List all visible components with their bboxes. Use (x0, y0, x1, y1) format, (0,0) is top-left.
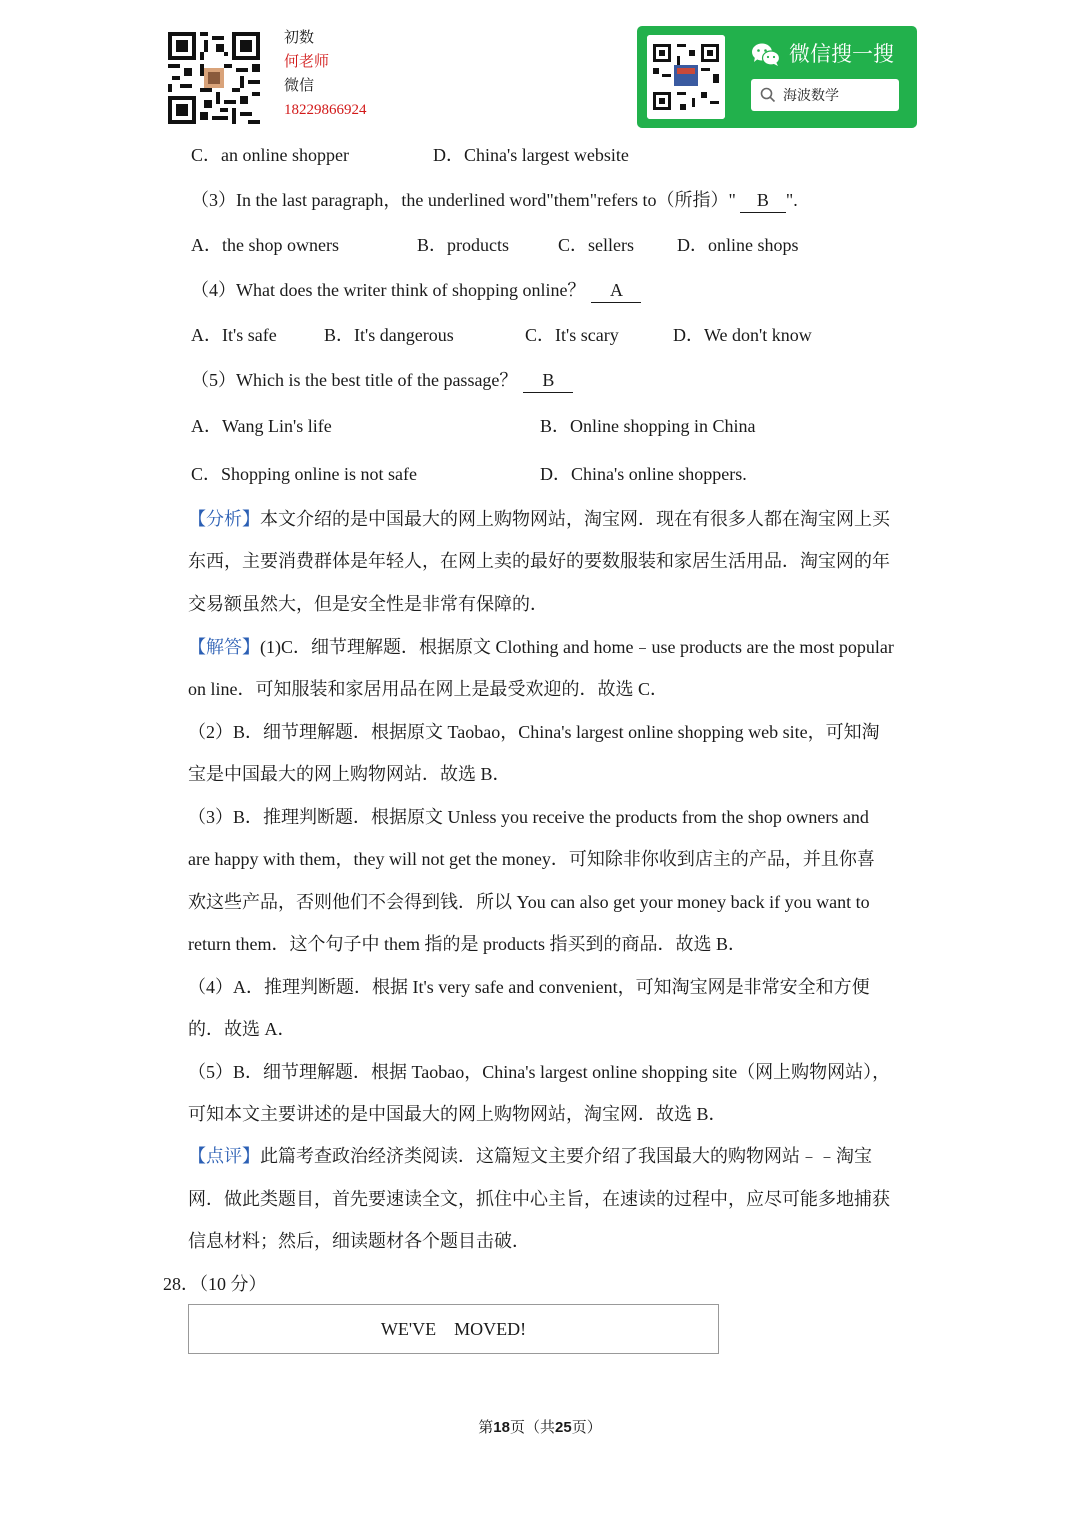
q4-option-c: C．It's scary (525, 325, 619, 345)
footer-post: 页） (571, 1420, 602, 1436)
contact-info (284, 26, 367, 122)
wechat-search-query: 海波数学 (783, 88, 839, 104)
footer-total-pages: 25 (555, 1419, 572, 1436)
qr-code-left (168, 32, 260, 124)
wechat-qr-code (647, 35, 725, 119)
analysis-line-3: 交易额虽然大，但是安全性是非常有保障的． (188, 594, 548, 614)
q3-option-d: D．online shops (677, 235, 799, 255)
answer-line-9: （4）A．推理判断题．根据 It's very safe and convenient，可知淘宝网是非常安全和方便 (188, 977, 870, 997)
contact-teacher: 何老师 (284, 54, 330, 70)
q3-option-a: A．the shop owners (191, 235, 339, 255)
question-3-answer: B (740, 188, 786, 213)
footer-mid: 页（共 (509, 1420, 555, 1436)
answer-text-1: (1)C．细节理解题．根据原文 Clothing and home﹣use products are the most popular (260, 637, 894, 657)
q5-option-a: A．Wang Lin's life (191, 416, 332, 436)
comment-tag: 【点评】 (188, 1146, 260, 1166)
question-4-answer: A (591, 278, 641, 303)
q4-option-a: A．It's safe (191, 325, 277, 345)
answer-line-6: are happy with them，they will not get the money．可知除非你收到店主的产品，并且你喜 (188, 849, 875, 869)
q4-option-b: B．It's dangerous (324, 325, 454, 345)
analysis-line-1 (188, 506, 890, 532)
q4-option-d: D．We don't know (673, 325, 812, 345)
option-prev-c: C．an online shopper (191, 145, 349, 165)
answer-line-10: 的．故选 A． (188, 1019, 296, 1039)
contact-wechat-label: 微信 (284, 78, 315, 94)
question-3 (191, 188, 798, 213)
question-5 (191, 368, 573, 393)
question-5-answer: B (523, 368, 573, 393)
wechat-logo-icon (751, 42, 781, 68)
comment-line-2: 网．做此类题目，首先要速读全文，抓住中心主旨，在速读的过程中，应尽可能多地捕获 (188, 1189, 890, 1209)
footer-page-number: 18 (493, 1419, 510, 1436)
footer-pre: 第 (478, 1420, 494, 1436)
question-4-text: （4）What does the writer think of shopping online？ (191, 280, 586, 300)
answer-line-12: 可知本文主要讲述的是中国最大的网上购物网站，淘宝网．故选 B． (188, 1104, 727, 1124)
contact-subject: 初数 (284, 30, 315, 46)
contact-phone: 18229866924 (284, 102, 367, 118)
question-3-tail: ". (785, 190, 798, 210)
q5-option-c: C．Shopping online is not safe (191, 464, 417, 484)
answer-line-2: on line．可知服装和家居用品在网上是最受欢迎的．故选 C． (188, 679, 668, 699)
answer-line-5: （3）B．推理判断题．根据原文 Unless you receive the products from the shop owners and (188, 807, 869, 827)
question-5-text: （5）Which is the best title of the passage？ (191, 370, 518, 390)
q3-option-b: B．products (417, 235, 509, 255)
question-28-label: 28．（10 分） (163, 1274, 267, 1294)
comment-line-3: 信息材料；然后，细读题材各个题目击破． (188, 1231, 530, 1251)
comment-line-1 (188, 1143, 872, 1169)
search-icon (760, 87, 776, 103)
analysis-line-2: 东西，主要消费群体是年轻人，在网上卖的最好的要数服装和家居生活用品．淘宝网的年 (188, 551, 890, 571)
answer-line-8: return them．这个句子中 them 指的是 products 指买到的商品．故选 B． (188, 934, 746, 954)
analysis-text-1: 本文介绍的是中国最大的网上购物网站，淘宝网．现在有很多人都在淘宝网上买 (260, 509, 890, 529)
q5-option-b: B．Online shopping in China (540, 416, 756, 436)
question-3-text: （3）In the last paragraph，the underlined word"them"refers to（所指）" (191, 190, 736, 210)
option-prev-d: D．China's largest website (433, 145, 629, 165)
notice-box-title: WE'VE MOVED! (380, 1319, 527, 1339)
q5-option-d: D．China's online shoppers. (540, 464, 747, 484)
q3-option-c: C．sellers (558, 235, 634, 255)
wechat-search-card[interactable] (637, 26, 917, 128)
notice-box (188, 1304, 719, 1354)
answer-line-1 (188, 634, 894, 660)
answer-line-11: （5）B．细节理解题．根据 Taobao，China's largest online shopping site（网上购物网站）， (188, 1062, 891, 1082)
wechat-search-title: 微信搜一搜 (789, 42, 894, 66)
answer-line-4: 宝是中国最大的网上购物网站．故选 B． (188, 764, 511, 784)
wechat-search-input[interactable] (751, 79, 899, 111)
answer-line-3: （2）B．细节理解题．根据原文 Taobao，China's largest online shopping web site，可知淘 (188, 722, 880, 742)
analysis-tag: 【分析】 (188, 509, 260, 529)
question-4 (191, 278, 641, 303)
page-footer (0, 1418, 1080, 1438)
comment-text-1: 此篇考查政治经济类阅读．这篇短文主要介绍了我国最大的购物网站﹣﹣淘宝 (260, 1146, 872, 1166)
answer-line-7: 欢这些产品，否则他们不会得到钱．所以 You can also get your money back if you want to (188, 892, 870, 912)
answer-tag: 【解答】 (188, 637, 260, 657)
